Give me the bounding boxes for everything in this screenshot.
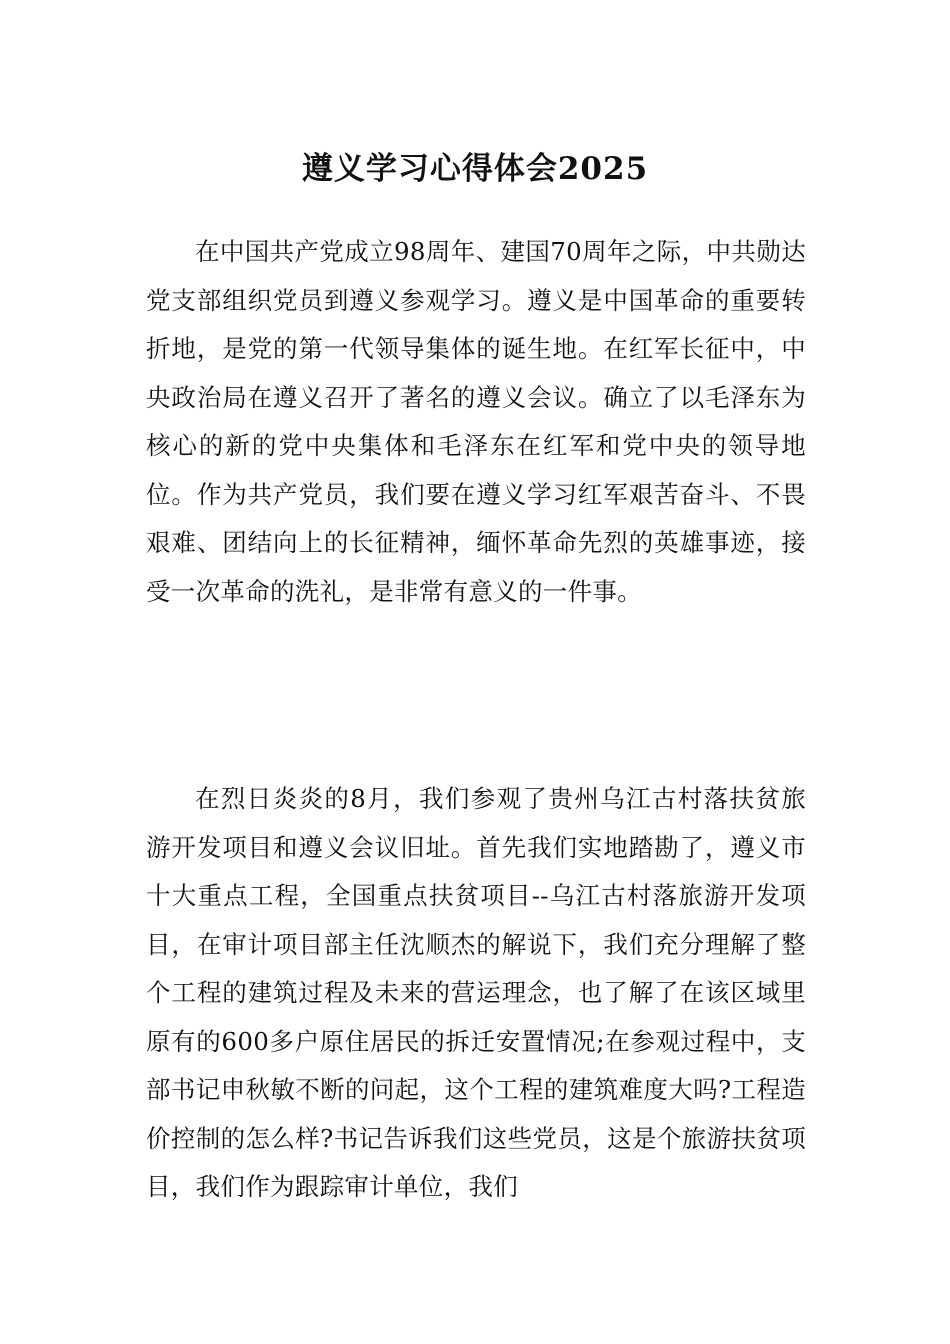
- document-title: 遵义学习心得体会2025: [301, 150, 649, 187]
- paragraph-visit: 在烈日炎炎的8月，我们参观了贵州乌江古村落扶贫旅游开发项目和遵义会议旧址。首先我们实地踏勘了，遵义市十大重点工程，全国重点扶贫项目--乌江古村落旅游开发项目，在审计项目部主任沈顺杰的解说下，我们充分理解了整个工程的建筑过程及未来的营运理念，也了解了在该区域里原有的600多户原住居民的拆迁安置情况;在参观过程中，支部书记申秋敏不断的问起，这个工程的建筑难度大吗?工程造价控制的怎么样?书记告诉我们这些党员，这是个旅游扶贫项目，我们作为跟踪审计单位，我们: [146, 784, 806, 1201]
- paragraph-intro: 在中国共产党成立98周年、建国70周年之际，中共勋达党支部组织党员到遵义参观学习。遵义是中国革命的重要转折地，是党的第一代领导集体的诞生地。在红军长征中，中央政治局在遵义召开了著名的遵义会议。确立了以毛泽东为核心的新的党中央集体和毛泽东在红军和党中央的领导地位。作为共产党员，我们要在遵义学习红军艰苦奋斗、不畏艰难、团结向上的长征精神，缅怀革命先烈的英雄事迹，接受一次革命的洗礼，是非常有意义的一件事。: [146, 237, 806, 606]
